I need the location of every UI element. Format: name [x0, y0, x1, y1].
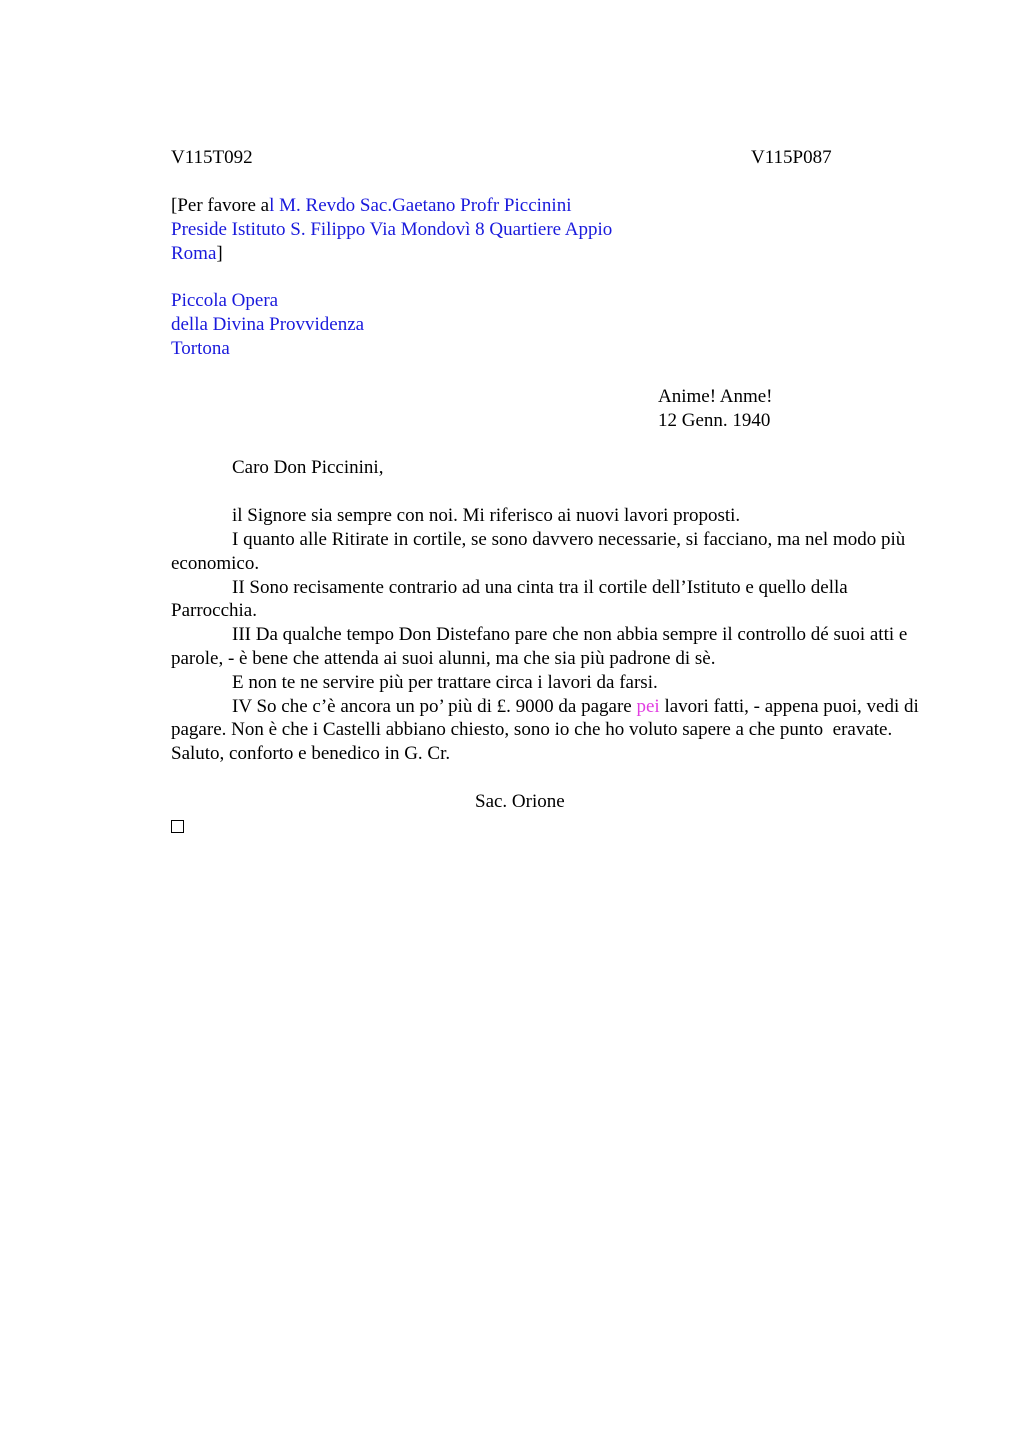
body-paragraph-2: I quanto alle Ritirate in cortile, se sono davvero necessarie, si facciano, ma nel modo più economico. — [171, 528, 906, 574]
body-paragraph-5: E non te ne servire più per trattare circa i lavori da farsi. — [232, 671, 658, 693]
body-paragraph-3: II Sono recisamente contrario ad una cinta tra il cortile dell’Istituto e quello della Parrocchia. — [171, 576, 848, 622]
address-prefix: Per favore a — [177, 195, 270, 216]
letterhead — [171, 289, 931, 360]
body-paragraph-1: il Signore sia sempre con noi. Mi riferisco ai nuovi lavori proposti. — [232, 505, 741, 527]
dateline — [658, 385, 931, 433]
address-line-1: l M. Revdo Sac.Gaetano Profr Piccinini — [269, 195, 572, 216]
code-right: V115P087 — [751, 147, 832, 168]
body-paragraph-6 — [171, 695, 931, 766]
address-line-3: Roma — [171, 242, 217, 264]
signature: Sac. Orione — [475, 790, 565, 812]
checkbox-square-icon — [171, 814, 931, 840]
address-close-bracket: ] — [216, 242, 223, 264]
address-open-bracket: [ — [171, 195, 178, 216]
body-paragraph-4: III Da qualche tempo Don Distefano pare che non abbia sempre il controllo dé suoi atti e parole, - è bene che attenda ai suoi alunni, ma che sia più padrone di sè. — [171, 624, 908, 669]
motto: Anime! Anme! — [658, 385, 773, 407]
address-line-2: Preside Istituto S. Filippo Via Mondovì 8 Quartiere Appio — [171, 218, 613, 240]
letterhead-line-1: Piccola Opera — [171, 290, 279, 312]
code-left: V115T092 — [171, 147, 253, 168]
highlighted-word: pei — [636, 695, 660, 717]
salutation: Caro Don Piccinini, — [232, 457, 384, 479]
letterhead-line-2: della Divina Provvidenza — [171, 314, 365, 336]
body-paragraph-6-end: lavori fatti, - appena puoi, vedi di pagare. Non è che i Castelli abbiano chiesto, sono io che ho voluto sapere a che punto eravate. Saluto, conforto e benedico in G. Cr. — [171, 695, 924, 765]
date: 12 Genn. 1940 — [658, 409, 771, 431]
address-block — [171, 194, 931, 265]
letter-page — [171, 146, 931, 840]
document-codes — [171, 146, 931, 170]
letter-body — [171, 504, 931, 766]
body-paragraph-6-start: IV So che c’è ancora un po’ più di £. 9000 da pagare — [232, 695, 637, 717]
letterhead-line-3: Tortona — [171, 337, 230, 359]
